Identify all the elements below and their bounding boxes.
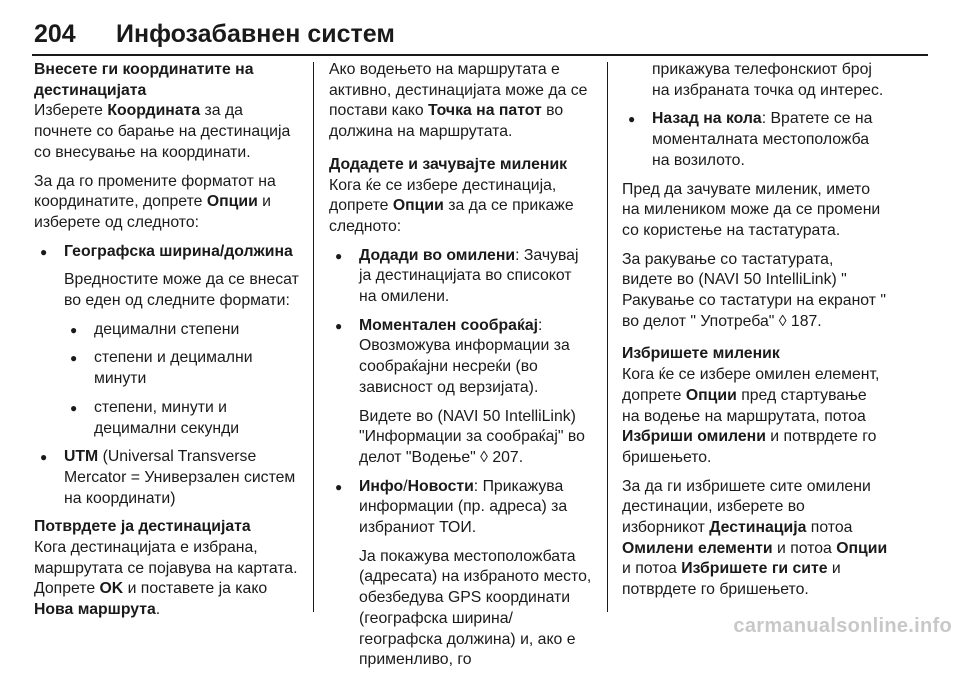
column-3 bbox=[622, 60, 888, 609]
paragraph: За ракување со тастатурата, видете во (NAVI 50 IntelliLink) " Ракување со тастатури на екранот " во делот " Употреба" ◊ 187. bbox=[622, 250, 886, 330]
column-1 bbox=[34, 60, 302, 629]
column-divider-2 bbox=[607, 62, 608, 612]
sub-list-item: ● степени и децимални минути bbox=[34, 348, 302, 389]
list-item-body: Видете во (NAVI 50 IntelliLink) "Информации за сообраќај" во делот "Водење" ◊ 207. bbox=[359, 407, 585, 466]
column-2 bbox=[329, 60, 593, 679]
header-rule bbox=[32, 54, 928, 56]
list-item: ● Назад на кола: Вратете се на моменталната местоположба на возилото. bbox=[622, 109, 888, 171]
section-heading: Додадете и зачувајте миленик bbox=[329, 155, 568, 173]
paragraph: За да ги избришете сите омилени дестинации, изберете во изборникот Дестинација потоа Омилени елементи и потоа Опции и потоа Избришете ги сите и потврдете го бришењето. bbox=[622, 477, 888, 599]
section-heading: Внесете ги координатите на дестинацијата bbox=[34, 61, 254, 99]
list-item: ● UTM (Universal Transverse Mercator = Универзален систем на координати) bbox=[34, 447, 302, 509]
page-header bbox=[0, 0, 960, 58]
paragraph: Кога ќе се избере дестинација, допрете Опции за да се прикаже следното: bbox=[329, 176, 574, 235]
watermark: carmanualsonline.info bbox=[733, 615, 952, 637]
paragraph: Ако водењето на маршрутата е активно, дестинацијата може да се постави како Точка на патот во должина на маршрутата. bbox=[329, 61, 588, 141]
list-item-body: прикажува телефонскиот број на избраната точка од интерес. bbox=[652, 61, 884, 99]
page-number: 204 bbox=[34, 20, 76, 48]
list-item: ● Додади во омилени: Зачувај ја дестинацијата во списокот на омилени. bbox=[329, 246, 593, 308]
sub-list-item: ● децимални степени bbox=[34, 320, 302, 341]
section-heading: Потврдете ја дестинацијата bbox=[34, 518, 251, 536]
paragraph: Кога ќе се избере омилен елемент, допрете Опции пред стартување на водење на маршрутата, потоа Избриши омилени и потврдете го бришењето. bbox=[622, 366, 880, 466]
section-heading: Избришете миленик bbox=[622, 345, 780, 363]
list-item-body: Ја покажува местоположбата (адресата) на избраното место, обезбедува GPS координати (географска ширина/географска должина) и, ако е применливо, го bbox=[359, 547, 592, 669]
page-title: Инфозабавнен систем bbox=[116, 20, 395, 48]
sub-list-item: ● степени, минути и децимални секунди bbox=[34, 398, 302, 439]
list-item: ● Географска ширина/должина bbox=[34, 242, 302, 263]
paragraph: Пред да зачувате миленик, името на милеником може да се промени со користење на тастатурата. bbox=[622, 180, 881, 239]
list-item: ● Инфо/Новости: Прикажува информации (пр. адреса) за избраниот ТОИ. bbox=[329, 477, 593, 539]
list-item-body: Вредностите може да се внесат во еден од следните формати: bbox=[64, 271, 299, 310]
paragraph: Кога дестинацијата е избрана, маршрутата се појавува на картата. Допрете OK и поставете ја како Нова маршрута. bbox=[34, 539, 298, 619]
paragraph: За да го промените форматот на координатите, допрете Опции и изберете од следното: bbox=[34, 172, 276, 231]
column-divider-1 bbox=[313, 62, 314, 612]
paragraph: Изберете Координата за да почнете со барање на дестинација со внесување на координати. bbox=[34, 102, 291, 161]
list-item: ● Моментален сообраќај: Овозможува информации за сообраќајни несреќи (во зависност од верзијата). bbox=[329, 316, 593, 399]
